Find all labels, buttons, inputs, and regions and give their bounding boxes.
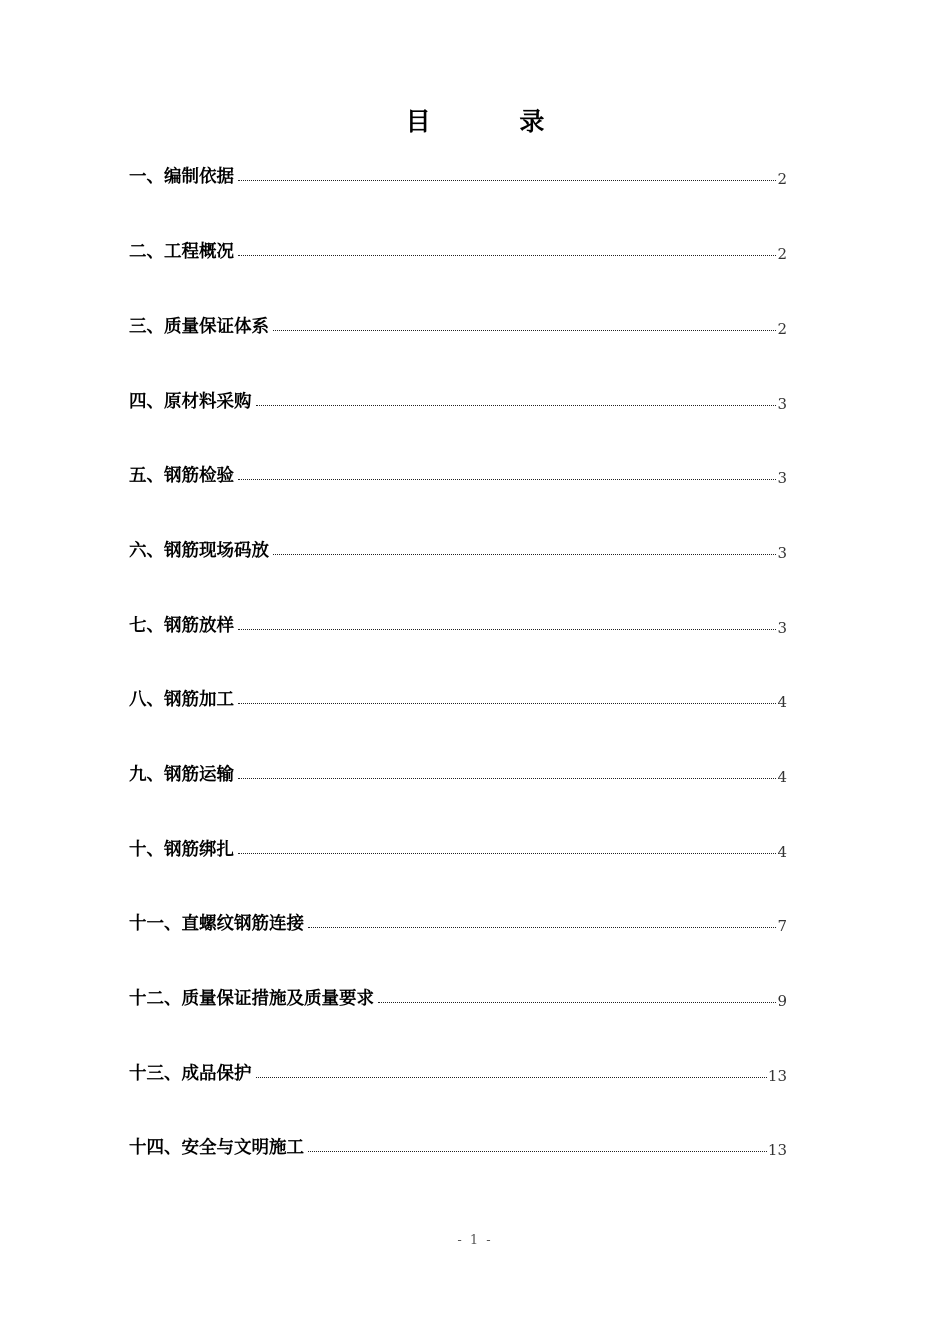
toc-entry[interactable] xyxy=(129,312,787,338)
toc-dot-leader xyxy=(308,927,776,928)
toc-entry[interactable] xyxy=(129,984,787,1010)
toc-entry-page-number: 9 xyxy=(777,992,787,1010)
toc-dot-leader xyxy=(238,479,776,480)
toc-entry-label: 十一、直螺纹钢筋连接 xyxy=(129,914,304,934)
toc-entry-page-number: 3 xyxy=(777,544,787,562)
toc-entry-label: 十四、安全与文明施工 xyxy=(129,1138,304,1158)
toc-entry-page-number: 2 xyxy=(777,320,787,338)
toc-entry-page-number: 2 xyxy=(777,170,787,188)
toc-entry[interactable] xyxy=(129,1133,787,1159)
page-number-footer: - 1 - xyxy=(457,1233,493,1248)
toc-entry-page-number: 4 xyxy=(777,843,787,861)
toc-entry[interactable] xyxy=(129,835,787,861)
toc-entry[interactable] xyxy=(129,461,787,487)
toc-entry-page-number: 2 xyxy=(777,245,787,263)
toc-entry-page-number: 3 xyxy=(777,619,787,637)
toc-entry-label: 四、原材料采购 xyxy=(129,392,252,412)
toc-dot-leader xyxy=(273,554,776,555)
toc-dot-leader xyxy=(238,180,776,181)
toc-dot-leader xyxy=(308,1151,767,1152)
toc-entry-label: 十三、成品保护 xyxy=(129,1064,252,1084)
toc-entry-label: 七、钢筋放样 xyxy=(129,616,234,636)
toc-entry[interactable] xyxy=(129,685,787,711)
toc-entry[interactable] xyxy=(129,611,787,637)
toc-entry-page-number: 7 xyxy=(777,917,787,935)
toc-entry[interactable] xyxy=(129,909,787,935)
toc-entry-label: 八、钢筋加工 xyxy=(129,690,234,710)
toc-entry-label: 三、质量保证体系 xyxy=(129,317,269,337)
toc-entry-label: 二、工程概况 xyxy=(129,242,234,262)
toc-dot-leader xyxy=(238,629,776,630)
toc-dot-leader xyxy=(238,703,776,704)
toc-dot-leader xyxy=(238,778,776,779)
toc-entry[interactable] xyxy=(129,162,787,188)
toc-dot-leader xyxy=(238,853,776,854)
toc-entry-label: 十二、质量保证措施及质量要求 xyxy=(129,989,374,1009)
toc-entry-page-number: 13 xyxy=(767,1067,787,1085)
toc-entry[interactable] xyxy=(129,536,787,562)
toc-entry-page-number: 4 xyxy=(777,693,787,711)
toc-entry[interactable] xyxy=(129,1059,787,1085)
toc-dot-leader xyxy=(378,1002,776,1003)
toc-entry-page-number: 13 xyxy=(767,1141,787,1159)
toc-dot-leader xyxy=(273,330,776,331)
toc-entry-label: 六、钢筋现场码放 xyxy=(129,541,269,561)
toc-entry-label: 五、钢筋检验 xyxy=(129,466,234,486)
toc-dot-leader xyxy=(256,1077,767,1078)
toc-title: 目 录 xyxy=(405,107,585,136)
toc-entry-label: 九、钢筋运输 xyxy=(129,765,234,785)
toc-dot-leader xyxy=(238,255,776,256)
toc-entry[interactable] xyxy=(129,387,787,413)
toc-entry[interactable] xyxy=(129,760,787,786)
toc-entry-label: 一、编制依据 xyxy=(129,167,234,187)
toc-entry-label: 十、钢筋绑扎 xyxy=(129,840,234,860)
toc-entry[interactable] xyxy=(129,237,787,263)
toc-entry-page-number: 4 xyxy=(777,768,787,786)
toc-dot-leader xyxy=(256,405,777,406)
toc-entry-page-number: 3 xyxy=(777,395,787,413)
toc-entry-page-number: 3 xyxy=(777,469,787,487)
